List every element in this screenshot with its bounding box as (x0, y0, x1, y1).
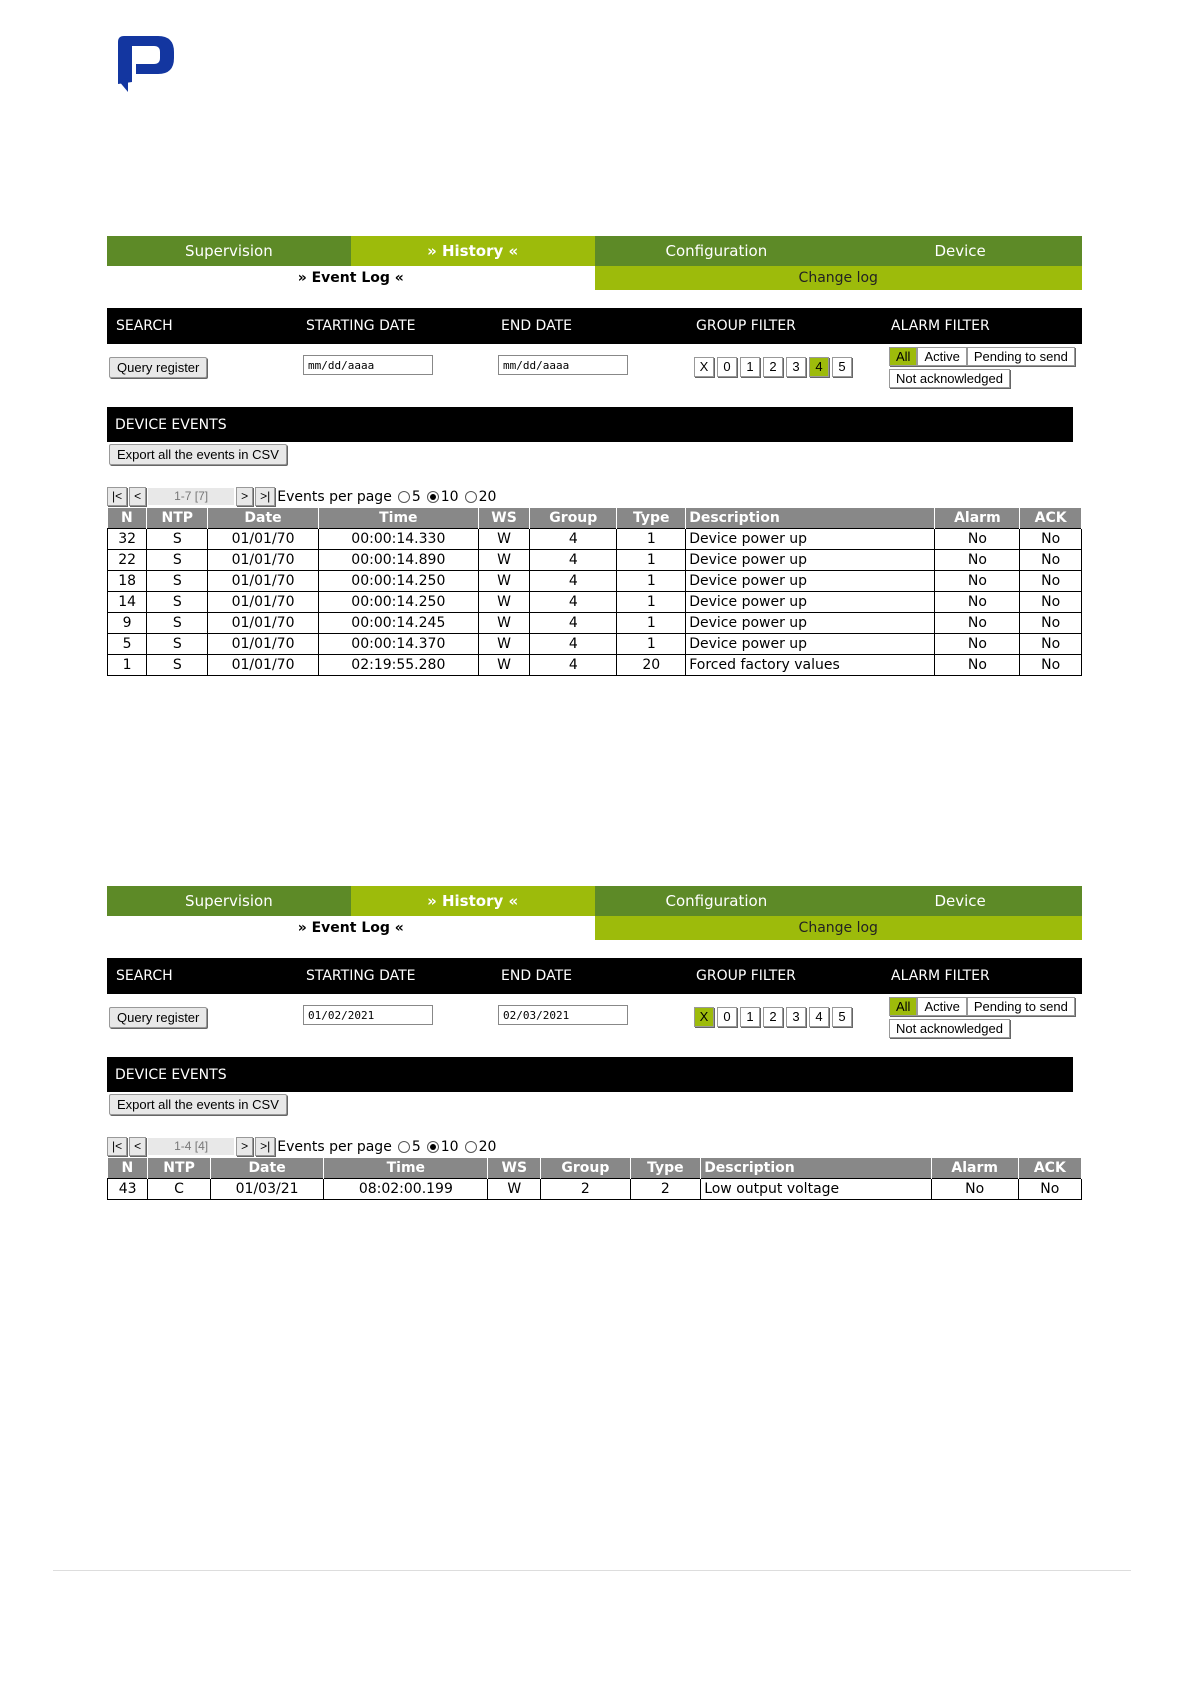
next-page-button[interactable]: > (236, 1137, 253, 1156)
export-csv-button[interactable]: Export all the events in CSV (109, 444, 287, 465)
table-row (108, 1179, 1082, 1200)
per-page-10-radio[interactable] (427, 491, 439, 503)
cell-description: Forced factory values (686, 655, 935, 676)
cell-date: 01/01/70 (208, 655, 319, 676)
cell-description: Low output voltage (701, 1179, 931, 1200)
cell-alarm: No (935, 634, 1020, 655)
subtab-change-log[interactable]: Change log (595, 916, 1083, 940)
per-page-5-label: 5 (411, 1138, 421, 1155)
cell-time: 00:00:14.330 (318, 529, 478, 550)
column-header-group: Group (530, 508, 617, 529)
filter-header (107, 958, 1082, 994)
cell-group: 4 (530, 655, 617, 676)
search-label: SEARCH (116, 318, 173, 334)
cell-type: 1 (617, 571, 686, 592)
cell-group: 4 (530, 634, 617, 655)
alarm-not-ack-button[interactable]: Not acknowledged (889, 369, 1010, 388)
column-header-description: Description (701, 1158, 931, 1179)
starting-date-label: STARTING DATE (306, 968, 416, 984)
alarm-pending-button[interactable]: Pending to send (967, 347, 1075, 366)
cell-ack: No (1020, 550, 1082, 571)
device-events-header: DEVICE EVENTS (107, 407, 1073, 442)
company-logo-icon (114, 34, 180, 92)
starting-date-label: STARTING DATE (306, 318, 416, 334)
cell-ws: W (478, 655, 529, 676)
per-page-10-label: 10 (440, 488, 459, 505)
export-csv-button[interactable]: Export all the events in CSV (109, 1094, 287, 1115)
group-filter-label: GROUP FILTER (696, 968, 796, 984)
cell-ack: No (1020, 634, 1082, 655)
query-register-button[interactable]: Query register (109, 357, 207, 378)
search-label: SEARCH (116, 968, 173, 984)
column-header-alarm: Alarm (931, 1158, 1018, 1179)
per-page-5-radio[interactable] (398, 1141, 410, 1153)
column-header-n: N (108, 508, 147, 529)
cell-group: 4 (530, 592, 617, 613)
cell-ack: No (1018, 1179, 1081, 1200)
end-date-label: END DATE (501, 968, 572, 984)
group-button-4[interactable]: 4 (809, 1007, 829, 1027)
column-header-description: Description (686, 508, 935, 529)
first-page-button[interactable]: |< (107, 1137, 127, 1156)
group-button-0[interactable]: 0 (717, 1007, 737, 1027)
cell-time: 02:19:55.280 (318, 655, 478, 676)
group-filter-buttons (694, 357, 852, 377)
cell-ntp: S (147, 592, 208, 613)
cell-n: 18 (108, 571, 147, 592)
cell-ntp: S (147, 550, 208, 571)
cell-ws: W (478, 550, 529, 571)
group-button-5[interactable]: 5 (832, 357, 852, 377)
history-panel-1 (107, 236, 1082, 673)
cell-ntp: C (148, 1179, 211, 1200)
alarm-all-button[interactable]: All (889, 997, 917, 1016)
start-date-input[interactable]: 01/02/2021 (303, 1005, 433, 1025)
alarm-all-button[interactable]: All (889, 347, 917, 366)
table-row (108, 592, 1082, 613)
cell-type: 1 (617, 634, 686, 655)
column-header-alarm: Alarm (935, 508, 1020, 529)
events-per-page-label: Events per page (277, 488, 392, 505)
first-page-button[interactable]: |< (107, 487, 127, 506)
sub-nav (107, 916, 1082, 940)
cell-time: 00:00:14.890 (318, 550, 478, 571)
pager (107, 487, 496, 506)
cell-ack: No (1020, 592, 1082, 613)
page-info: 1-7 [7] (148, 488, 234, 505)
tab-device[interactable]: Device (838, 886, 1082, 916)
next-page-button[interactable]: > (236, 487, 253, 506)
group-button-0[interactable]: 0 (717, 357, 737, 377)
subtab-event-log[interactable]: » Event Log « (107, 266, 595, 290)
column-header-ack: ACK (1018, 1158, 1081, 1179)
cell-type: 1 (617, 592, 686, 613)
query-register-button[interactable]: Query register (109, 1007, 207, 1028)
column-header-ws: WS (478, 508, 529, 529)
cell-ws: W (478, 592, 529, 613)
cell-group: 4 (530, 529, 617, 550)
group-button-2[interactable]: 2 (763, 1007, 783, 1027)
per-page-20-label: 20 (478, 488, 497, 505)
cell-date: 01/01/70 (208, 634, 319, 655)
cell-alarm: No (935, 592, 1020, 613)
group-filter-label: GROUP FILTER (696, 318, 796, 334)
column-header-ack: ACK (1020, 508, 1082, 529)
device-events-header: DEVICE EVENTS (107, 1057, 1073, 1092)
cell-ws: W (478, 571, 529, 592)
column-header-time: Time (318, 508, 478, 529)
cell-alarm: No (935, 571, 1020, 592)
table-row (108, 634, 1082, 655)
group-button-4[interactable]: 4 (809, 357, 829, 377)
tab-history[interactable]: » History « (351, 236, 595, 266)
main-nav (107, 236, 1082, 266)
last-page-button[interactable]: >| (255, 1137, 275, 1156)
cell-time: 00:00:14.250 (318, 571, 478, 592)
pager (107, 1137, 496, 1156)
alarm-filter-label: ALARM FILTER (891, 968, 990, 984)
column-header-group: Group (541, 1158, 630, 1179)
cell-ntp: S (147, 634, 208, 655)
end-date-label: END DATE (501, 318, 572, 334)
cell-description: Device power up (686, 634, 935, 655)
last-page-button[interactable]: >| (255, 487, 275, 506)
cell-alarm: No (935, 550, 1020, 571)
column-header-n: N (108, 1158, 148, 1179)
end-date-input[interactable]: 02/03/2021 (498, 1005, 628, 1025)
history-panel-2 (107, 886, 1082, 1197)
cell-time: 00:00:14.370 (318, 634, 478, 655)
column-header-ws: WS (488, 1158, 541, 1179)
cell-group: 4 (530, 550, 617, 571)
cell-time: 00:00:14.245 (318, 613, 478, 634)
group-button-x[interactable]: X (694, 357, 714, 377)
filter-header (107, 308, 1082, 344)
cell-n: 1 (108, 655, 147, 676)
cell-type: 1 (617, 550, 686, 571)
cell-ack: No (1020, 655, 1082, 676)
cell-alarm: No (935, 529, 1020, 550)
cell-date: 01/01/70 (208, 529, 319, 550)
cell-type: 2 (630, 1179, 701, 1200)
per-page-10-radio[interactable] (427, 1141, 439, 1153)
footer-divider (53, 1570, 1131, 1571)
per-page-10-label: 10 (440, 1138, 459, 1155)
cell-description: Device power up (686, 592, 935, 613)
cell-date: 01/01/70 (208, 550, 319, 571)
cell-alarm: No (935, 613, 1020, 634)
alarm-pending-button[interactable]: Pending to send (967, 997, 1075, 1016)
group-button-3[interactable]: 3 (786, 357, 806, 377)
cell-ws: W (488, 1179, 541, 1200)
column-header-date: Date (210, 1158, 323, 1179)
tab-configuration[interactable]: Configuration (595, 236, 839, 266)
prev-page-button[interactable]: < (129, 1137, 146, 1156)
tab-history[interactable]: » History « (351, 886, 595, 916)
cell-date: 01/01/70 (208, 613, 319, 634)
subtab-event-log[interactable]: » Event Log « (107, 916, 595, 940)
cell-n: 43 (108, 1179, 148, 1200)
cell-ack: No (1020, 613, 1082, 634)
cell-n: 32 (108, 529, 147, 550)
cell-group: 4 (530, 571, 617, 592)
table-row (108, 655, 1082, 676)
table-row (108, 550, 1082, 571)
cell-time: 00:00:14.250 (318, 592, 478, 613)
tab-configuration[interactable]: Configuration (595, 886, 839, 916)
cell-ntp: S (147, 529, 208, 550)
alarm-not-ack-button[interactable]: Not acknowledged (889, 1019, 1010, 1038)
alarm-active-button[interactable]: Active (917, 347, 966, 366)
start-date-input[interactable]: mm/dd/aaaa (303, 355, 433, 375)
column-header-date: Date (208, 508, 319, 529)
alarm-active-button[interactable]: Active (917, 997, 966, 1016)
subtab-change-log[interactable]: Change log (595, 266, 1083, 290)
cell-date: 01/01/70 (208, 592, 319, 613)
tab-supervision[interactable]: Supervision (107, 236, 351, 266)
cell-alarm: No (931, 1179, 1018, 1200)
cell-ntp: S (147, 613, 208, 634)
group-button-2[interactable]: 2 (763, 357, 783, 377)
cell-n: 5 (108, 634, 147, 655)
cell-type: 1 (617, 613, 686, 634)
per-page-20-radio[interactable] (465, 491, 477, 503)
alarm-filter-buttons (889, 996, 1084, 1040)
alarm-filter-buttons (889, 346, 1084, 390)
cell-date: 01/01/70 (208, 571, 319, 592)
column-header-type: Type (617, 508, 686, 529)
main-nav (107, 886, 1082, 916)
cell-type: 1 (617, 529, 686, 550)
cell-n: 14 (108, 592, 147, 613)
per-page-20-radio[interactable] (465, 1141, 477, 1153)
cell-n: 9 (108, 613, 147, 634)
events-table (107, 1158, 1082, 1200)
cell-description: Device power up (686, 529, 935, 550)
table-row (108, 613, 1082, 634)
cell-ack: No (1020, 571, 1082, 592)
cell-group: 2 (541, 1179, 630, 1200)
column-header-ntp: NTP (148, 1158, 211, 1179)
cell-group: 4 (530, 613, 617, 634)
group-button-x[interactable]: X (694, 1007, 714, 1027)
per-page-5-radio[interactable] (398, 491, 410, 503)
tab-device[interactable]: Device (838, 236, 1082, 266)
group-button-1[interactable]: 1 (740, 1007, 760, 1027)
table-row (108, 571, 1082, 592)
cell-ws: W (478, 634, 529, 655)
group-button-5[interactable]: 5 (832, 1007, 852, 1027)
sub-nav (107, 266, 1082, 290)
cell-type: 20 (617, 655, 686, 676)
cell-description: Device power up (686, 550, 935, 571)
group-filter-buttons (694, 1007, 852, 1027)
tab-supervision[interactable]: Supervision (107, 886, 351, 916)
cell-ws: W (478, 613, 529, 634)
table-row (108, 529, 1082, 550)
cell-n: 22 (108, 550, 147, 571)
group-button-3[interactable]: 3 (786, 1007, 806, 1027)
column-header-ntp: NTP (147, 508, 208, 529)
column-header-type: Type (630, 1158, 701, 1179)
per-page-5-label: 5 (411, 488, 421, 505)
events-per-page-label: Events per page (277, 1138, 392, 1155)
cell-date: 01/03/21 (210, 1179, 323, 1200)
cell-ntp: S (147, 571, 208, 592)
column-header-time: Time (324, 1158, 488, 1179)
cell-description: Device power up (686, 613, 935, 634)
end-date-input[interactable]: mm/dd/aaaa (498, 355, 628, 375)
group-button-1[interactable]: 1 (740, 357, 760, 377)
cell-ntp: S (147, 655, 208, 676)
cell-time: 08:02:00.199 (324, 1179, 488, 1200)
events-table (107, 508, 1082, 676)
prev-page-button[interactable]: < (129, 487, 146, 506)
per-page-20-label: 20 (478, 1138, 497, 1155)
alarm-filter-label: ALARM FILTER (891, 318, 990, 334)
cell-alarm: No (935, 655, 1020, 676)
cell-ws: W (478, 529, 529, 550)
cell-ack: No (1020, 529, 1082, 550)
cell-description: Device power up (686, 571, 935, 592)
page-info: 1-4 [4] (148, 1138, 234, 1155)
